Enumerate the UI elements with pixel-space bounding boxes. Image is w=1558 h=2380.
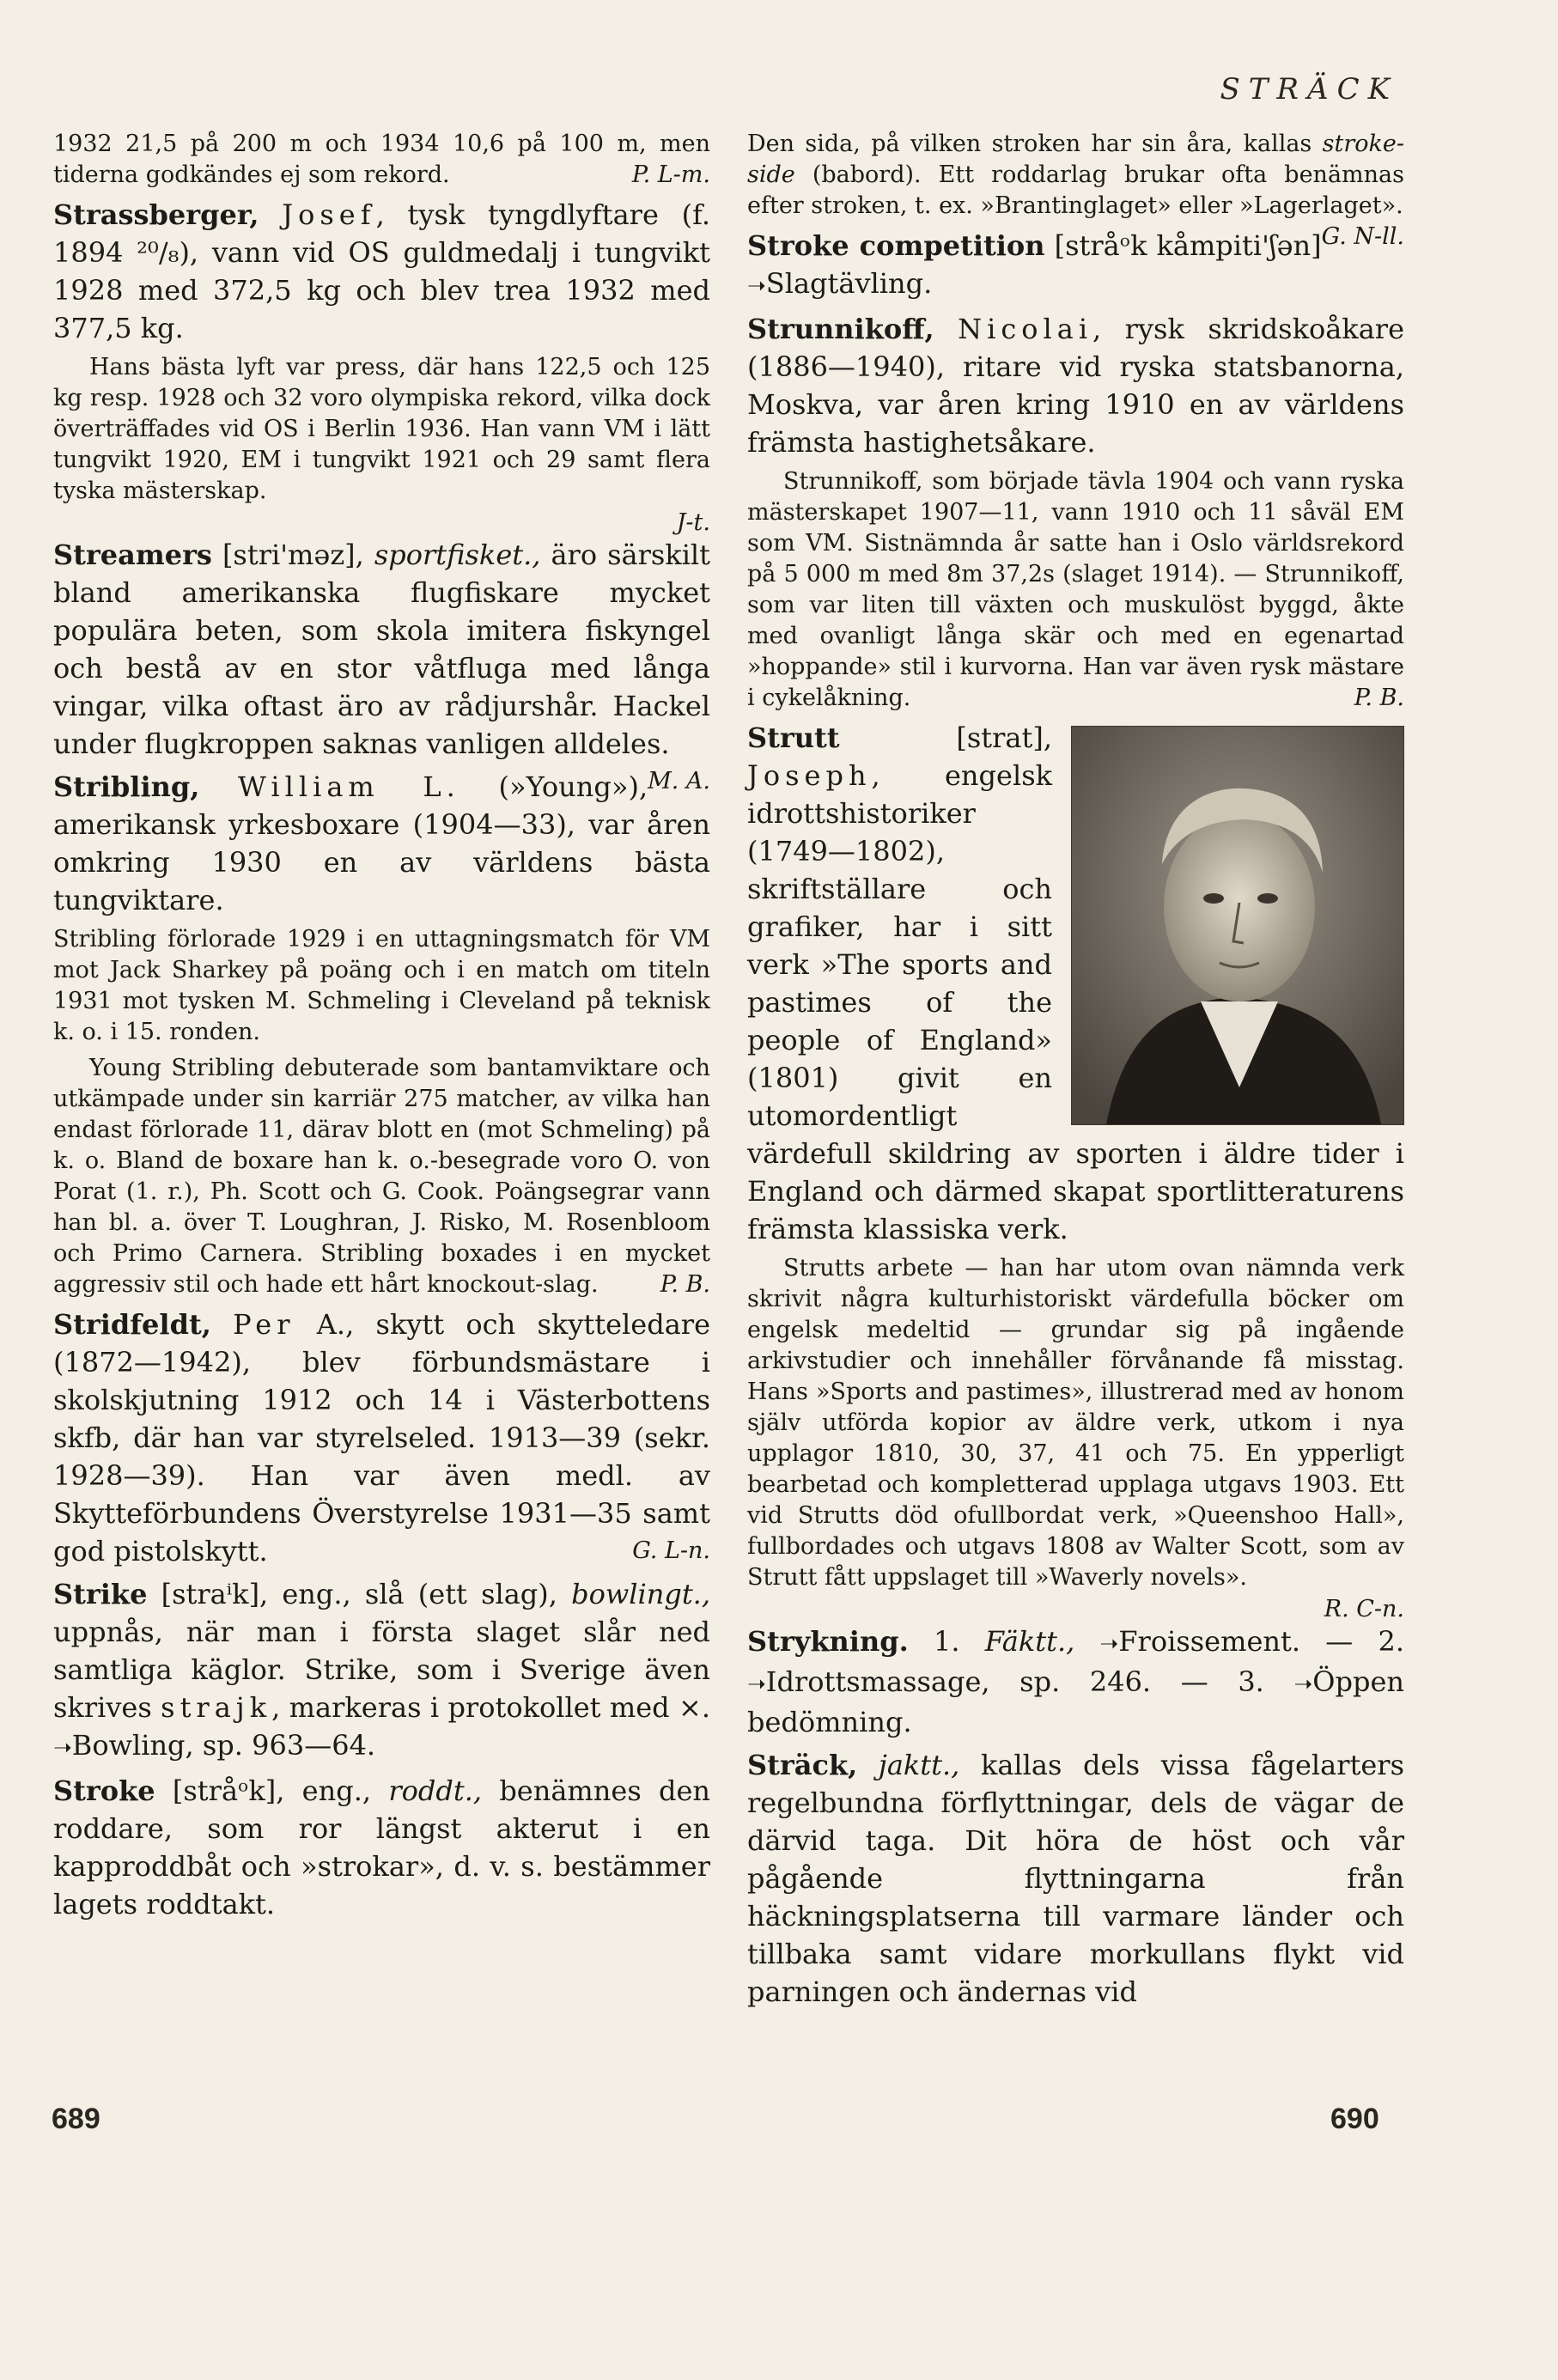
entry-continuation: 1932 21,5 på 200 m och 1934 10,6 på 100 m, men tiderna godkändes ej som rekord. P. L-m. [53,129,710,191]
field-label: roddt., [388,1774,483,1807]
headword: Sträck, [747,1749,858,1781]
field-label: jaktt., [878,1749,960,1781]
entry-strassberger: Strassberger, Josef, tysk tyngdlyftare (f. 1894 ²⁰/₈), vann vid OS guldmedalj i tungvikt 1928 med 372,5 kg och blev trea 1932 med 377,5 kg. [53,198,710,344]
entry-strykning: Strykning. 1. Fäktt., ➝Froissement. — 2. ➝Idrottsmassage, sp. 246. — 3. ➝Öppen bedömning. [747,1625,1405,1738]
entry-note: Strutts arbete — han har utom ovan nämnda verk skrivit några kulturhistoriskt värdefulla böcker om engelsk medeltid — grundar sig på ingående arkivstudier och innehåller förvånande få misstag. Hans »Sports and pastimes», illustrerad med av honom själv utförda kopior av äldre verk, utkom i nya upplagor 1810, 30, 37, 41 och 75. En ypperligt bearbetad och kompletterad upplaga utgavs 1903. Ett vid Strutts död ofullbordat verk, »Queenshoo Hall», fullbordades och utgavs 1808 av Walter Scott, som av Strutt fått uppslaget till »Waverly novels». [747,1255,1404,1591]
arrow-right-icon: ➝ [747,1671,766,1697]
author-signature: J-t. [676,509,710,536]
cross-reference: Bowling, sp. 963—64. [71,1729,376,1762]
headword: Strunnikoff, [747,313,934,345]
field-label: bowlingt., [571,1578,711,1610]
arrow-right-icon: ➝ [1293,1671,1313,1697]
given-name: Per [233,1308,295,1341]
cross-reference: Froissement. — [1118,1625,1354,1658]
left-column [53,129,710,1928]
entry-streamers: Streamers [stri'məz], sportfisket., äro särskilt bland amerikanska flugfiskare mycket populära beten, som skola imitera fiskyngel och bestå av en stor våtfluga med långa vingar, vilka oftast äro av rådjurshår. Hackel under flugkroppen saknas vanligen alldeles. M. A. [53,536,710,763]
pronunciation: [straⁱk], eng., slå (ett slag), [161,1578,557,1610]
author-signature: P. B. [1354,685,1404,711]
headword: Stroke competition [747,229,1045,262]
entry-note: Hans bästa lyft var press, där hans 122,5 och 125 kg resp. 1928 och 32 voro olympiska rekord, vilka dock överträffades vid OS i Berlin 1936. Han vann VM i lätt tungvikt 1920, EM i tungvikt 1921 och 29 samt flera tyska mästerskap. [53,354,710,504]
cross-reference: Slagtävling. [765,267,933,300]
pronunciation: [stråᵒk kåmpiti'ʃən] [1054,229,1322,262]
entry-note: Young Stribling debuterade som bantamviktare och utkämpade under sin karriär 275 matcher, av vilka han endast förlorade 11, därav blott en (mot Schmeling) på k. o. Bland de boxare han k. o.-besegrade voro O. von Porat (1. r.), Ph. Scott och G. Cook. Poängsegrar vann han bl. a. över T. Loughran, J. Risko, M. Rosenbloom och Primo Carnera. Stribling boxades i en mycket aggressiv stil och hade ett hårt knockout-slag. P. B. [53,1053,710,1300]
arrow-right-icon: ➝ [747,273,766,299]
entry-strutt: Strutt [strat], Joseph, engelsk idrottshistoriker (1749—1802), skriftställare och grafiker, har i sitt verk »The sports and pastimes of the people of England» (1801) givit en utomordentligt värdefull skildring av sporten i äldre tider i England och därmed skapat sportlitteraturens främsta klassiska verk. [747,721,1404,1245]
headword: Strassberger, [53,198,259,231]
pronunciation: [stri'məz], [222,539,364,571]
entry-strack: Sträck, jaktt., kallas dels vissa fågelarters regelbundna förflyttningar, dels de vägar de därvid taga. Dit höra de höst och vår pågående flyttningarna från häckningsplatserna till varmare länder och tillbaka samt vidare morkullans flykt vid parningen och ändernas vid [747,1749,1404,2008]
given-name: Joseph [747,759,872,792]
author-signature: P. L-m. [631,161,710,188]
field-label: Fäktt., [984,1625,1075,1658]
entry-stroke: Stroke [stråᵒk], eng., roddt., benämnes den roddare, som ror längst akterut i en kapproddbåt och »strokar», d. v. s. bestämmer lagets roddtakt. [53,1774,711,1920]
spaced-word: strajk [161,1691,272,1724]
headword: Strike [53,1578,148,1610]
cross-reference: Öppen bedömning. [747,1665,1405,1738]
page-number-right: 690 [1330,2103,1379,2135]
author-signature: G. N-ll. [1321,223,1404,250]
arrow-right-icon: ➝ [53,1735,72,1761]
headword: Strutt [747,721,840,754]
author-signature: R. C-n. [1324,1596,1404,1622]
author-signature: P. B. [660,1271,710,1298]
headword: Stroke [53,1774,155,1807]
headword: Stridfeldt, [53,1308,211,1341]
entry-stridfeldt: Stridfeldt, Per A., skytt och skytteledare (1872—1942), blev förbundsmästare i skolskjutning 1912 och 14 i Västerbottens skfb, där han var styrelseled. 1913—39 (sekr. 1928—39). Han var även medl. av Skytteförbundens Överstyrelse 1931—35 samt god pistolskytt. G. L-n. [53,1306,710,1570]
right-column [747,129,1404,2016]
entry-stroke-competition [747,227,1404,305]
entry-note: Stribling förlorade 1929 i en uttagningsmatch för VM mot Jack Sharkey på poäng och i en match om titeln 1931 mot tysken M. Schmeling i Cleveland på teknisk k. o. i 15. ronden. [53,926,710,1045]
pronunciation: [stråᵒk], eng., [172,1774,372,1807]
given-name: Nicolai [958,313,1093,345]
entry-stribling: Stribling, William L. (»Young»), amerikansk yrkesboxare (1904—33), var åren omkring 1930 en av världens bästa tungviktare. [53,770,710,916]
field-label: sportfisket., [374,539,541,571]
headword: Stribling, [53,770,200,803]
given-name: William L. [238,770,460,803]
entry-strunnikoff: Strunnikoff, Nicolai, rysk skridskoåkare (1886—1940), ritare vid ryska statsbanorna, Moskva, var åren kring 1910 en av världens främsta hastighetsåkare. [747,313,1404,459]
portrait-image [1071,726,1404,1125]
running-head: STRÄCK [1220,72,1398,107]
author-signature: M. A. [648,768,710,794]
pronunciation: [strat], [956,721,1052,754]
author-signature: G. L-n. [632,1537,710,1564]
entry-strike: Strike [straⁱk], eng., slå (ett slag), bowlingt., uppnås, när man i första slaget slår ned samtliga käglor. Strike, som i Sverige även skrives strajk, markeras i protokollet med ×. ➝Bowling, sp. 963—64. [53,1578,711,1762]
page-number-left: 689 [52,2103,100,2135]
entry-continuation: Den sida, på vilken stroken har sin åra, kallas stroke-side (babord). Ett roddarlag brukar ofta benämnas efter stroken, t. ex. »Brantinglaget» eller »Lagerlaget». G. N-ll. [747,129,1404,222]
given-name: Josef [282,198,376,231]
cross-reference: Idrottsmassage, sp. 246. — 3. [765,1665,1264,1698]
headword: Streamers [53,539,212,571]
entry-note: Strunnikoff, som började tävla 1904 och vann ryska mästerskapet 1907—11, vann 1910 och 11 såväl EM som VM. Sistnämnda år satte han i Oslo världsrekord på 5 000 m med 8m 37,2s (slaget 1914). — Strunnikoff, som var liten till växten och muskulöst byggd, åkte med ovanligt långa skär och med en egenartad »hoppande» stil i kurvorna. Han var även rysk mästare i cykelåkning. P. B. [747,466,1404,714]
arrow-right-icon: ➝ [1099,1631,1119,1657]
headword: Strykning. [747,1625,909,1658]
